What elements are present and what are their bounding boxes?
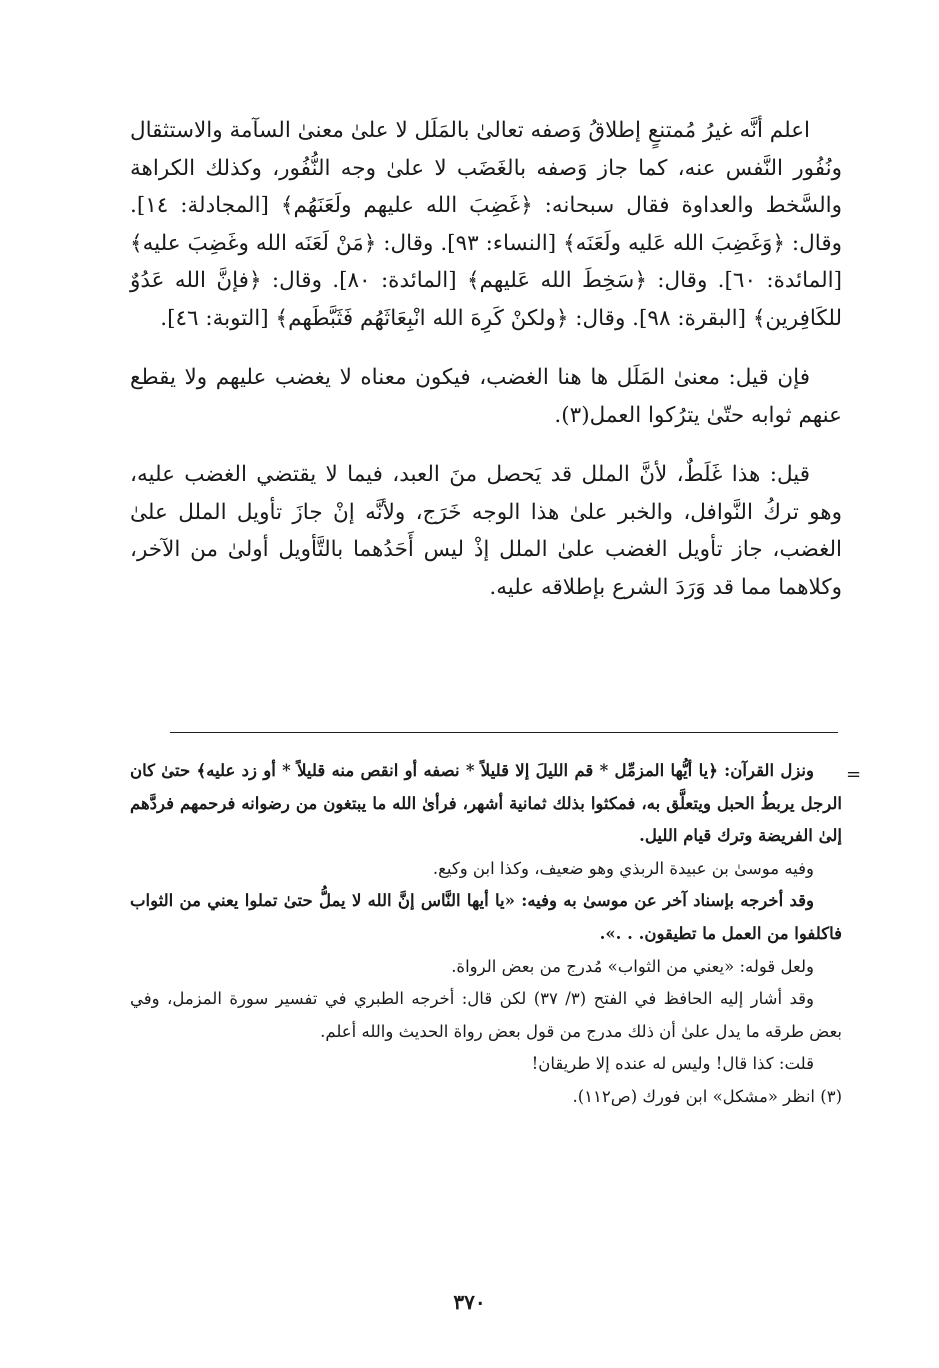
main-text [130,112,842,628]
footnote-paragraph: وقد أخرجه بإسناد آخر عن موسىٰ به وفيه: «يا أيها النَّاس إنَّ الله لا يملُّ حتىٰ تملوا يعني من الثواب فاكلفوا من العمل ما تطيقون. . .». [130,891,842,943]
footnotes [130,755,842,1114]
footnote-paragraph: قلت: كذا قال! وليس له عنده إلا طريقان! [531,1054,814,1074]
continuation-mark: = [846,764,862,785]
paragraph-attributes: اعلم أنَّه غيرُ مُمتنعٍ إطلاقُ وَصفه تعالىٰ بالمَلَل لا علىٰ معنىٰ السآمة والاستثقال ونُفُور النَّفس عنه، كما جاز وَصفه بالغَضَب لا علىٰ وجه النُّفُور، وكذلك الكراهة والسَّخط والعداوة فقال سبحانه: ﴿غَضِبَ الله عليهم ولَعَنَهُم﴾ [المجادلة: ١٤]. وقال: ﴿وَغَضِبَ الله عَليه ولَعَنَه﴾ [النساء: ٩٣]. وقال: ﴿مَنْ لَعَنَه الله وغَضِبَ عليه﴾ [المائدة: ٦٠]. وقال: ﴿سَخِطَ الله عَليهم﴾ [المائدة: ٨٠]. وقال: ﴿فإنَّ الله عَدُوٌ للكَافِرين﴾ [البقرة: ٩٨]. وقال: ﴿ولكنْ كَرِهَ الله انْبِعَاثَهُم فَثَبَّطَهم﴾ [التوبة: ٤٦]. [130,118,842,331]
footnote-paragraph: ولعل قوله: «يعني من الثواب» مُدرج من بعض الرواة. [451,956,814,976]
footnote-paragraph: وفيه موسىٰ بن عبيدة الربذي وهو ضعيف، وكذا ابن وكيع. [432,858,814,878]
footnote-paragraph: ونزل القرآن: ﴿يا أيُّها المزمِّل * قم الليلَ إلا قليلاً * نصفه أو انقص منه قليلاً * أو زد عليه﴾ حتىٰ كان الرجل يربطُ الحبل ويتعلَّق به، فمكثوا بذلك ثمانية أشهر، فرأىٰ الله ما يبتغون من رضوانه فرحمهم فردَّهم إلىٰ الفريضة وترك قيام الليل. [130,761,842,846]
footnote-separator [170,732,838,733]
footnote-paragraph: وقد أشار إليه الحافظ في الفتح (٣/ ٣٧) لكن قال: أخرجه الطبري في تفسير سورة المزمل، وفي بعض طرقه ما يدل علىٰ أن ذلك مدرج من قول بعض رواة الحديث والله أعلم. [130,989,842,1041]
paragraph-response: قيل: هذا غَلَطٌ، لأنَّ الملل قد يَحصل منَ العبد، فيما لا يقتضي الغضب عليه، وهو تركُ النَّوافل، والخبر علىٰ هذا الوجه خَرَج، ولأنَّه إنْ جازَ تأويل الملل علىٰ الغضب، جاز تأويل الغضب علىٰ الملل إذْ ليس أَحَدُهما بالتَّأويل أولىٰ من الآخر، وكلاهما مما قد وَرَدَ الشرع بإطلاقه عليه. [130,462,842,600]
page-number: ٣٧٠ [453,1290,486,1314]
paragraph-objection: فإن قيل: معنىٰ المَلَل ها هنا الغضب، فيكون معناه لا يغضب عليهم ولا يقطع عنهم ثوابه حتّىٰ يترُكوا العمل(٣). [130,365,842,428]
footnote-reference: (٣) انظر «مشكل» ابن فورك (ص١١٢). [572,1086,842,1106]
